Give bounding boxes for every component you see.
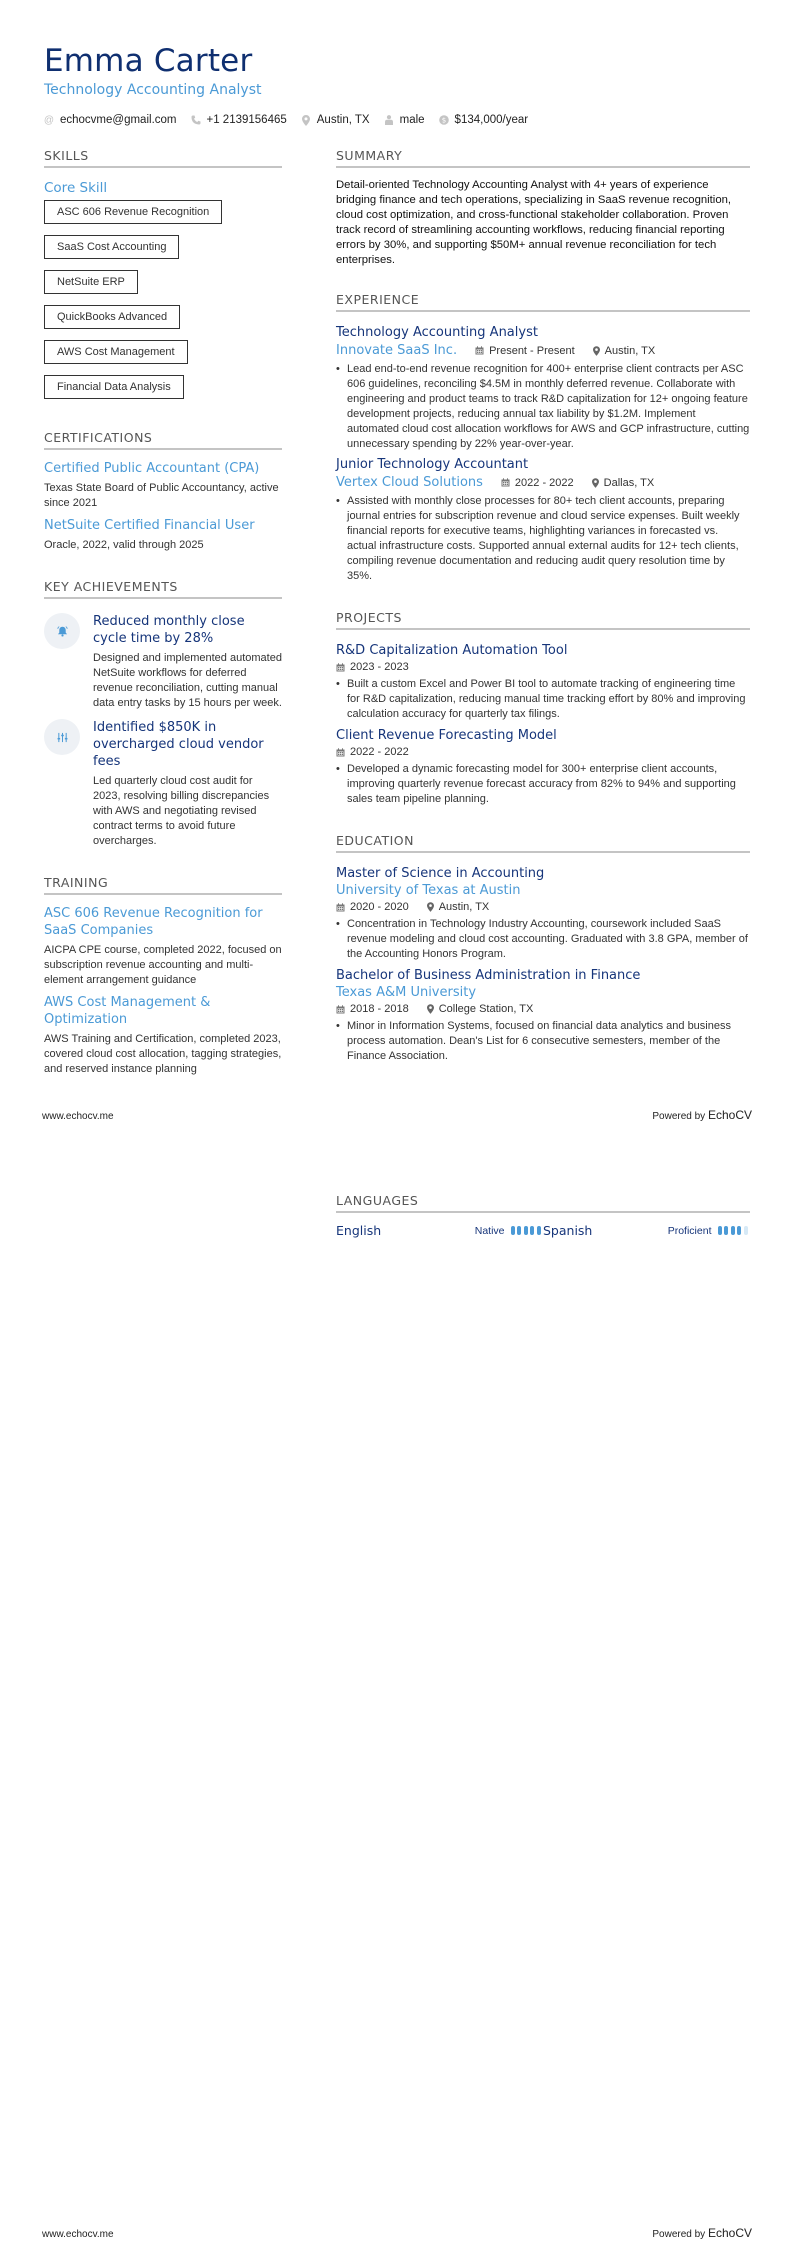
resume-header xyxy=(44,42,764,126)
degree-name: Bachelor of Business Administration in Finance xyxy=(336,968,641,983)
location-text: Austin, TX xyxy=(604,344,656,357)
section-title: CERTIFICATIONS xyxy=(44,430,282,450)
bullet-item: • Lead end-to-end revenue recognition for 400+ enterprise client contracts per ASC 606 guidelines, reconciling $4.5M in monthly deferred revenue. Collaborate with engineering and product teams to track R&D capitalization for 12+ ongoing feature development projects, reducing annual tax liability by $1.2M. Implement automated cloud cost allocation workflows for AWS and GCP infrastructure, cutting unnecessary spending by 22% year-over-year. xyxy=(336,362,750,452)
education-item xyxy=(336,967,750,1064)
school-name: Texas A&M University xyxy=(336,985,477,1000)
page-footer xyxy=(42,1108,752,1122)
education-meta xyxy=(336,901,750,913)
brand-name: EchoCV xyxy=(707,1108,752,1122)
dates-text: 2020 - 2020 xyxy=(350,901,409,913)
skill-tag: ASC 606 Revenue Recognition xyxy=(44,200,222,224)
achievement-desc: Led quarterly cloud cost audit for 2023, resolving billing discrepancies with AWS and negotiating revised contract terms to avoid future overcharges. xyxy=(93,775,270,847)
powered-prefix: Powered by xyxy=(652,1111,706,1122)
cert-item xyxy=(44,460,282,511)
skill-tag: Financial Data Analysis xyxy=(44,375,184,399)
job-bullets xyxy=(336,494,750,584)
website-link[interactable]: www.echocv.me xyxy=(42,2229,114,2240)
company-name: Vertex Cloud Solutions xyxy=(336,475,483,490)
project-meta xyxy=(336,661,750,673)
cert-desc: Oracle, 2022, valid through 2025 xyxy=(44,539,204,551)
location-text: College Station, TX xyxy=(438,1003,534,1015)
contact-text: +1 2139156465 xyxy=(206,114,287,126)
certifications-section xyxy=(44,430,282,553)
location-icon xyxy=(427,902,434,912)
calendar-icon xyxy=(475,346,484,355)
contact-text: $134,000/year xyxy=(454,114,529,126)
calendar-icon xyxy=(501,478,510,487)
summary-text: Detail-oriented Technology Accounting Analyst with 4+ years of experience bridging finance and tech operations, specializing in SaaS revenue recognition, cloud cost optimization, and cross-functional stakeholder collaboration. Proven track record of streamlining accounting workflows, reducing financial reporting errors by 30%, and supporting $50M+ annual revenue reconciliation for tech enterprises. xyxy=(336,179,732,266)
skill-tag: NetSuite ERP xyxy=(44,270,138,294)
skills-subhead: Core Skill xyxy=(44,180,108,196)
skill-list xyxy=(44,200,282,410)
achievement-body xyxy=(93,613,282,711)
section-title: SUMMARY xyxy=(336,148,750,168)
powered-by xyxy=(652,2226,752,2240)
language-name: Spanish xyxy=(543,1223,593,1238)
project-bullets xyxy=(336,677,750,722)
achievement-title: Identified $850K in overcharged cloud vendor fees xyxy=(93,720,264,769)
education-location xyxy=(427,1003,534,1015)
dates-text: 2018 - 2018 xyxy=(350,1003,409,1015)
achievement-desc: Designed and implemented automated NetSuite workflows for deferred revenue reconciliation, cutting manual data entry tasks by 15 hours per week. xyxy=(93,652,282,709)
bullet-item: • Developed a dynamic forecasting model for 300+ enterprise client accounts, improving quarterly revenue forecast accuracy from 82% to 94% and supporting sales team pipeline planning. xyxy=(336,762,750,807)
training-desc: AICPA CPE course, completed 2022, focused on subscription revenue accounting and multi-element arrangement guidance xyxy=(44,944,282,986)
training-name: ASC 606 Revenue Recognition for SaaS Companies xyxy=(44,906,263,938)
language-item xyxy=(543,1223,750,1238)
skills-section xyxy=(44,148,282,410)
skill-tag: SaaS Cost Accounting xyxy=(44,235,179,259)
section-title: PROJECTS xyxy=(336,610,750,630)
at-icon: @ xyxy=(43,114,55,126)
page-footer xyxy=(42,2226,752,2240)
calendar-icon xyxy=(336,663,345,672)
job-dates xyxy=(475,345,575,357)
education-bullets xyxy=(336,917,750,962)
experience-item xyxy=(336,324,750,452)
language-level: Native xyxy=(474,1224,505,1237)
dates-text: 2022 - 2022 xyxy=(350,746,409,758)
bullet-item: • Assisted with monthly close processes for 80+ tech client accounts, preparing journal entries for subscription revenue and cloud service expenses. Built weekly financial reports for executive teams, highlighting variances in forecasted vs. actual infrastructure costs. Supported annual external audits for 12+ tech clients, compiling revenue documentation and reducing audit query resolution time by 35%. xyxy=(336,494,750,584)
languages-section xyxy=(336,1193,750,1238)
bullet-item: • Minor in Information Systems, focused on financial data analytics and business process automation. Dean's List for 6 consecutive semesters, member of the Finance Association. xyxy=(336,1019,750,1064)
achievement-item xyxy=(44,719,282,849)
contact-bar xyxy=(44,114,764,126)
job-title: Technology Accounting Analyst xyxy=(336,325,538,340)
contact-gender xyxy=(384,114,425,126)
svg-text:$: $ xyxy=(441,116,446,125)
experience-section xyxy=(336,292,750,584)
education-item xyxy=(336,865,750,962)
skill-tag: QuickBooks Advanced xyxy=(44,305,180,329)
cert-item xyxy=(44,517,282,553)
powered-prefix: Powered by xyxy=(652,2229,706,2240)
education-bullets xyxy=(336,1019,750,1064)
location-icon xyxy=(427,1004,434,1014)
bell-icon xyxy=(44,613,80,649)
contact-location xyxy=(301,114,370,126)
project-meta xyxy=(336,746,750,758)
location-icon xyxy=(593,346,600,356)
skill-tag: AWS Cost Management xyxy=(44,340,188,364)
project-bullets xyxy=(336,762,750,807)
training-name: AWS Cost Management & Optimization xyxy=(44,995,211,1027)
job-dates xyxy=(501,477,574,489)
summary-section xyxy=(336,148,750,268)
section-title: EXPERIENCE xyxy=(336,292,750,312)
training-item xyxy=(44,994,282,1077)
achievement-body xyxy=(93,719,282,849)
dates-text: 2022 - 2022 xyxy=(514,476,574,489)
section-title: EDUCATION xyxy=(336,833,750,853)
education-section xyxy=(336,833,750,1064)
language-item xyxy=(336,1223,543,1238)
job-location xyxy=(592,477,655,489)
section-title: KEY ACHIEVEMENTS xyxy=(44,579,282,599)
contact-salary xyxy=(439,114,529,126)
experience-item xyxy=(336,456,750,584)
language-name: English xyxy=(336,1223,382,1238)
project-dates xyxy=(336,746,409,758)
person-icon xyxy=(384,115,394,125)
candidate-name: Emma Carter xyxy=(44,43,253,79)
sliders-icon xyxy=(44,719,80,755)
location-icon xyxy=(592,478,599,488)
candidate-role: Technology Accounting Analyst xyxy=(44,82,262,98)
degree-name: Master of Science in Accounting xyxy=(336,866,545,881)
cert-name: Certified Public Accountant (CPA) xyxy=(44,461,260,476)
job-meta xyxy=(336,475,750,490)
job-title: Junior Technology Accountant xyxy=(336,457,529,472)
project-item xyxy=(336,642,750,722)
achievement-title: Reduced monthly close cycle time by 28% xyxy=(93,614,245,646)
language-level: Proficient xyxy=(667,1224,712,1237)
achievements-section xyxy=(44,579,282,849)
calendar-icon xyxy=(336,903,345,912)
location-icon xyxy=(301,115,311,125)
powered-by xyxy=(652,1108,752,1122)
contact-text: echocvme@gmail.com xyxy=(60,114,177,126)
contact-email[interactable] xyxy=(44,114,177,126)
right-column xyxy=(336,148,750,1086)
education-location xyxy=(427,901,490,913)
achievement-item xyxy=(44,613,282,711)
project-title: R&D Capitalization Automation Tool xyxy=(336,643,568,658)
website-link[interactable]: www.echocv.me xyxy=(42,1111,114,1122)
calendar-icon xyxy=(336,748,345,757)
language-row xyxy=(336,1223,750,1238)
training-desc: AWS Training and Certification, completed 2023, covered cloud cost allocation, tagging strategies, and reserved instance planning xyxy=(44,1033,282,1075)
job-meta xyxy=(336,343,750,358)
calendar-icon xyxy=(336,1005,345,1014)
proficiency-dots xyxy=(511,1226,544,1235)
section-title: LANGUAGES xyxy=(336,1193,750,1213)
dates-text: 2023 - 2023 xyxy=(350,661,409,673)
job-bullets xyxy=(336,362,750,452)
education-dates xyxy=(336,901,409,913)
projects-section xyxy=(336,610,750,807)
contact-phone[interactable] xyxy=(191,114,287,126)
training-item xyxy=(44,905,282,988)
bullet-item: • Concentration in Technology Industry Accounting, coursework included SaaS revenue modeling and cloud cost accounting. Graduated with 3.8 GPA, member of the Accounting Honors Program. xyxy=(336,917,750,962)
project-item xyxy=(336,727,750,807)
training-section xyxy=(44,875,282,1077)
phone-icon xyxy=(191,115,201,125)
school-name: University of Texas at Austin xyxy=(336,883,521,898)
education-meta xyxy=(336,1003,750,1015)
brand-name: EchoCV xyxy=(707,2226,752,2240)
contact-text: male xyxy=(399,114,425,126)
job-location xyxy=(593,345,656,357)
dates-text: Present - Present xyxy=(489,344,575,357)
cert-name: NetSuite Certified Financial User xyxy=(44,518,255,533)
location-text: Austin, TX xyxy=(438,901,490,913)
proficiency-dots xyxy=(718,1226,751,1235)
salary-icon xyxy=(439,115,449,125)
location-text: Dallas, TX xyxy=(603,476,655,489)
section-title: TRAINING xyxy=(44,875,282,895)
bullet-item: • Built a custom Excel and Power BI tool to automate tracking of engineering time for R&D capitalization, reducing manual time tracking effort by 80% and improving calculation accuracy for quarterly tax filings. xyxy=(336,677,750,722)
left-column xyxy=(44,148,282,1099)
education-dates xyxy=(336,1003,409,1015)
company-name: Innovate SaaS Inc. xyxy=(336,343,458,358)
project-dates xyxy=(336,661,409,673)
cert-desc: Texas State Board of Public Accountancy, active since 2021 xyxy=(44,482,279,509)
project-title: Client Revenue Forecasting Model xyxy=(336,728,557,743)
section-title: SKILLS xyxy=(44,148,282,168)
contact-text: Austin, TX xyxy=(316,114,370,126)
